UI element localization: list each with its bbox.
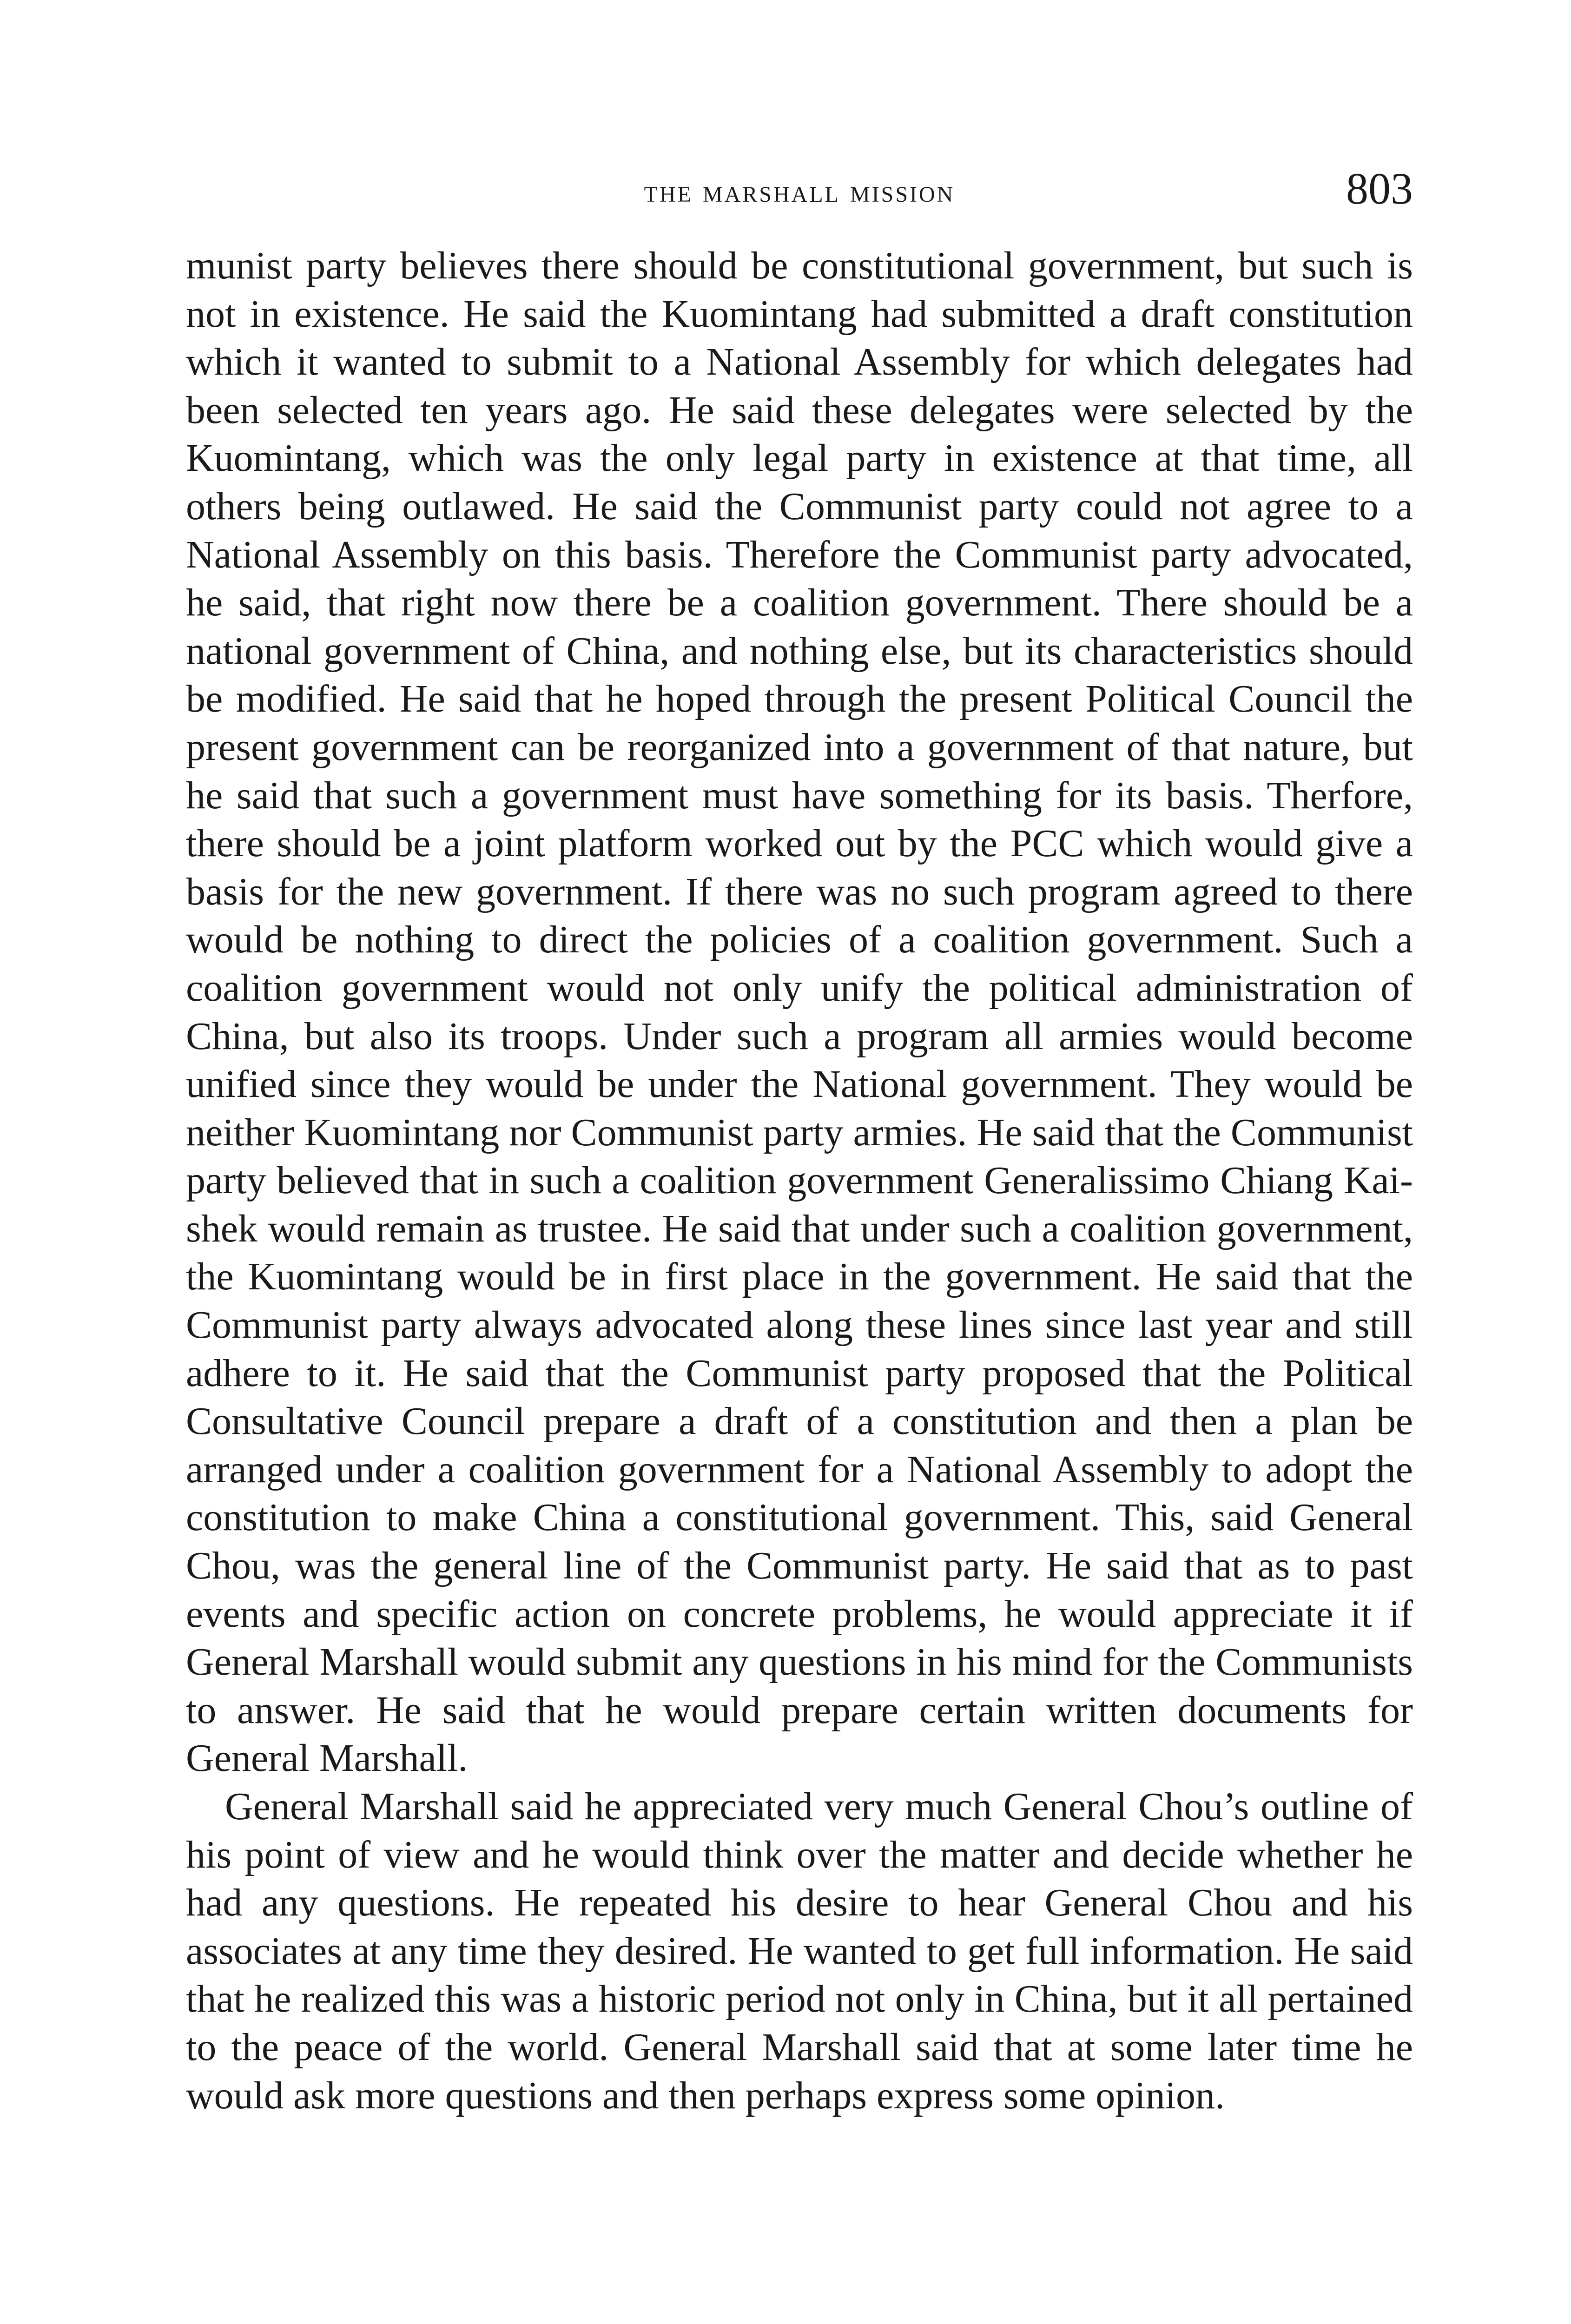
- paragraph-marshall-response: General Marshall said he appreciated very much General Chou’s outline of his point of view and he would think over the matter and decide whether he had any questions. He repeated his desire to hear General Chou and his associates at any time they desired. He wanted to get full information. He said that he realized this was a historic period not only in China, but it all pertained to the peace of the world. General Marshall said that at some later time he would ask more questions and then perhaps express some opinion.: [186, 1785, 1413, 2117]
- paragraph-continued: munist party believes there should be constitutional government, but such is not in existence. He said the Kuomintang had submitted a draft constitution which it wanted to submit to a National Assembly for which delegates had been selected ten years ago. He said these delegates were selected by the Kuomintang, which was the only legal party in existence at that time, all others being outlawed. He said the Communist party could not agree to a National Assembly on this basis. Therefore the Communist party advocated, he said, that right now there be a coalition government. There should be a national government of China, and nothing else, but its characteristics should be modified. He said that he hoped through the present Political Council the present government can be reorganized into a government of that nature, but he said that such a government must have something for its basis. Therfore, there should be a joint platform worked out by the PCC which would give a basis for the new government. If there was no such program agreed to there would be nothing to direct the policies of a coalition government. Such a coalition government would not only unify the political administration of China, but also its troops. Under such a program all armies would become unified since they would be under the National government. They would be neither Kuomintang nor Communist party armies. He said that the Communist party believed that in such a coalition government Generalissimo Chiang Kai-shek would remain as trustee. He said that under such a coalition government, the Kuomintang would be in first place in the government. He said that the Communist party always advocated along these lines since last year and still adhere to it. He said that the Communist party proposed that the Political Consultative Council prepare a draft of a constitution and then a plan be arranged under a coalition government for a National Assembly to adopt the constitution to make China a constitutional government. This, said General Chou, was the general line of the Communist party. He said that as to past events and specific action on concrete problems, he would appreciate it if General Marshall would submit any questions in his mind for the Communists to answer. He said that he would prepare certain written documents for General Marshall.: [186, 244, 1413, 1780]
- running-title: the marshall mission: [644, 173, 955, 209]
- page-number: 803: [1346, 164, 1413, 213]
- running-header: [186, 163, 1413, 218]
- body-text: [186, 242, 1413, 2119]
